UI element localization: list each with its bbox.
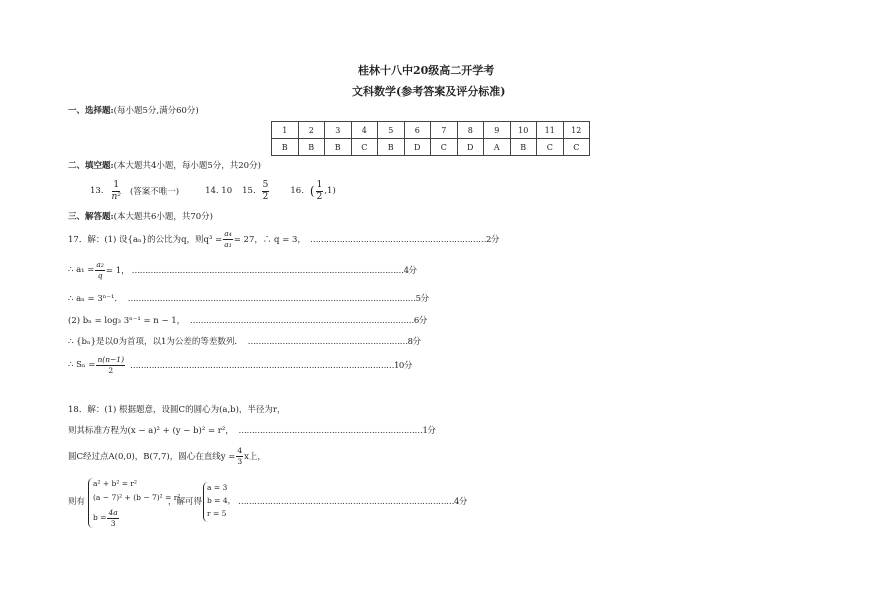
- p17-line-5: [68, 335, 421, 347]
- system-eq-1: a² + b² = r²: [93, 479, 137, 488]
- question-number: 4: [351, 122, 378, 139]
- q16-denominator: 2: [316, 191, 323, 202]
- system-eq-3: [93, 508, 120, 528]
- p17-l6-denominator: 2: [108, 365, 114, 375]
- q15-numerator: 5: [262, 179, 269, 190]
- section-1-note: (每小题5分,满分60分): [113, 106, 199, 116]
- answer-cell: B: [510, 139, 537, 156]
- system-eq-3-denominator: 3: [110, 518, 116, 528]
- p17-l1-text-b: = 27，∴ q = 3，: [233, 235, 306, 245]
- p17-l5-text: ∴ {bₙ}是以0为首项，以1为公差的等差数列．: [68, 337, 243, 347]
- question-number: 9: [484, 122, 511, 139]
- answer-table-numbers-row: [272, 122, 590, 139]
- p18-l3-text-b: x上，: [244, 452, 266, 462]
- p18-line-2: [68, 424, 435, 436]
- p17-l2-numerator: a₂: [96, 260, 104, 269]
- answer-cell: B: [298, 139, 325, 156]
- p17-line-1: [68, 228, 499, 250]
- question-number: 2: [298, 122, 325, 139]
- question-number: 5: [378, 122, 405, 139]
- p18-l4-then: 则有: [68, 497, 86, 507]
- question-number: 11: [537, 122, 564, 139]
- section-1-label: 一、选择题:: [68, 106, 114, 116]
- section-2-heading: [68, 159, 261, 171]
- p17-line-3: [68, 292, 429, 304]
- system-eq-2: (a − 7)² + (b − 7)² = r²: [93, 493, 181, 502]
- q15-denominator: 2: [262, 191, 269, 202]
- q16-close: ,1): [324, 186, 336, 196]
- question-number: 12: [563, 122, 590, 139]
- p17-l1-numerator: a₄: [224, 229, 232, 238]
- p18-line-1: 18．解：(1) 根据题意，设圆C的圆心为(a,b)，半径为r，: [68, 405, 286, 415]
- q16-numerator: 1: [316, 179, 323, 190]
- answer-cell: D: [457, 139, 484, 156]
- section-2-label: 二、填空题:: [68, 161, 114, 171]
- p18-line-3: [68, 445, 266, 467]
- p17-l1-denominator: a₁: [224, 239, 232, 249]
- section-1-heading: [68, 104, 199, 116]
- p17-l6-score: ………………………………………………………………………………………10分: [130, 361, 412, 371]
- q16-fraction: [316, 181, 324, 202]
- q13-note: (答案不唯一): [129, 187, 180, 197]
- question-number: 7: [431, 122, 458, 139]
- p17-l4-score: …………………………………………………………………………6分: [189, 316, 427, 326]
- q14-answer: 14. 10: [205, 186, 233, 196]
- p17-line-2: [68, 259, 417, 281]
- system-eq-3-numerator: 4a: [108, 508, 118, 517]
- question-number: 6: [404, 122, 431, 139]
- p17-l6-text: ∴ Sₙ =: [68, 360, 96, 370]
- p17-l1-text: 17．解：(1) 设{aₙ}的公比为q，则q³ =: [68, 235, 223, 245]
- question-number: 1: [272, 122, 299, 139]
- p18-l3-numerator: 4: [237, 446, 243, 455]
- q16-open-paren: (: [309, 184, 315, 198]
- page-title: 桂林十八中20级高二开学考: [358, 64, 495, 77]
- question-number: 8: [457, 122, 484, 139]
- p17-l2-score: …………………………………………………………………………………………4分: [131, 266, 417, 276]
- p18-l3-text: 圆C经过点A(0,0)，B(7,7)，圆心在直线y =: [68, 452, 236, 462]
- p17-l2-text-b: = 1，: [105, 266, 130, 276]
- p18-l4-score: ………………………………………………………………………4分: [238, 497, 467, 507]
- p17-l1-fraction: [223, 230, 232, 248]
- p17-l3-score: ………………………………………………………………………………………………5分: [127, 294, 429, 304]
- solution-b: b = 4，: [207, 496, 236, 505]
- section-2-note: (本大题共4小题，每小题5分，共20分): [113, 161, 261, 171]
- p17-l6-fraction: [96, 356, 125, 374]
- q13-numerator: 1: [113, 179, 120, 190]
- p17-l1-score: …………………………………………………………2分: [309, 235, 499, 245]
- solution-r: r = 5: [207, 509, 227, 518]
- answer-cell: A: [484, 139, 511, 156]
- q13-fraction: [112, 181, 121, 202]
- p18-l3-fraction: [236, 447, 243, 465]
- q15-fraction: [262, 181, 270, 202]
- answer-cell: C: [563, 139, 590, 156]
- p17-l2-denominator: q: [97, 270, 103, 280]
- answer-cell: C: [431, 139, 458, 156]
- section-3-label: 三、解答题:: [68, 212, 114, 222]
- p17-l5-score: ……………………………………………………8分: [247, 337, 421, 347]
- p17-line-4: [68, 314, 427, 326]
- answer-cell: B: [325, 139, 352, 156]
- answer-table-answers-row: [272, 139, 590, 156]
- question-number: 3: [325, 122, 352, 139]
- p17-l6-numerator: n(n−1): [97, 355, 125, 364]
- q13-denominator: n²: [111, 191, 121, 202]
- p17-l2-text: ∴ a₁ =: [68, 265, 95, 275]
- solution-a: a = 3: [207, 483, 228, 492]
- answer-table: [271, 121, 590, 156]
- section-3-heading: [68, 210, 213, 222]
- answer-cell: C: [537, 139, 564, 156]
- p17-l4-text: (2) bₙ = log₃ 3ⁿ⁻¹ = n − 1，: [68, 316, 186, 326]
- p18-l2-text: 则其标准方程为(x − a)² + (y − b)² = r²，: [68, 426, 234, 436]
- answer-cell: B: [272, 139, 299, 156]
- p18-l3-denominator: 3: [237, 456, 243, 466]
- p18-l4-solve: ，解可得: [168, 497, 203, 507]
- q15-label: 15.: [242, 186, 256, 196]
- p18-l2-score: ……………………………………………………………1分: [238, 426, 436, 436]
- page-subtitle: 文科数学(参考答案及评分标准): [352, 85, 506, 98]
- q16-label: 16.: [290, 186, 304, 196]
- question-number: 10: [510, 122, 537, 139]
- system-eq-3-text: b =: [93, 513, 107, 523]
- answer-cell: D: [404, 139, 431, 156]
- p17-line-6: [68, 353, 412, 377]
- system-eq-3-fraction: [107, 509, 118, 527]
- fill-answers-line: [90, 178, 336, 204]
- answer-cell: B: [378, 139, 405, 156]
- p17-l2-fraction: [95, 261, 104, 279]
- section-3-note: (本大题共6小题，共70分): [113, 212, 213, 222]
- p17-l3-text: ∴ aₙ = 3ⁿ⁻¹．: [68, 294, 123, 304]
- q13-label: 13.: [90, 186, 104, 196]
- answer-cell: C: [351, 139, 378, 156]
